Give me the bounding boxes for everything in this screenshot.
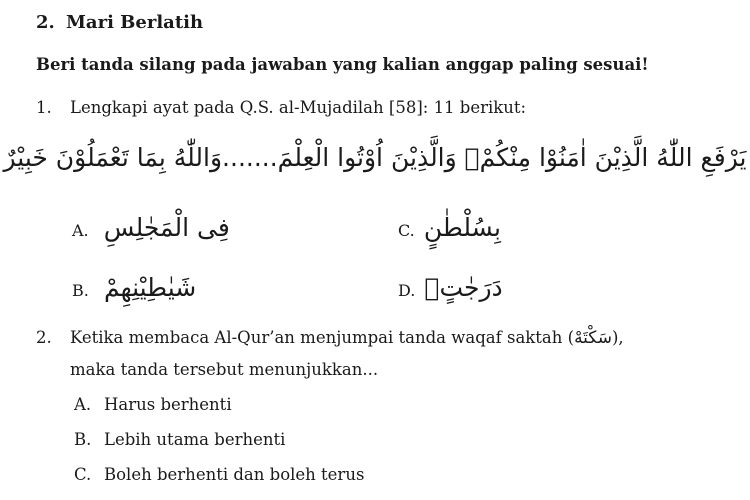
q1-option-b-arabic: شَيٰطِيْنِهِمْ — [103, 273, 197, 302]
q1-option-c-label: C. — [398, 221, 415, 240]
q1-option-d[interactable] — [398, 273, 503, 302]
q2-option-c-label: C. — [74, 465, 92, 484]
question-2-line-2: maka tanda tersebut menunjukkan... — [70, 360, 379, 379]
q2-option-b-label: B. — [74, 430, 92, 449]
question-2-text-before: Ketika membaca Al-Qur’an menjumpai tanda waqaf saktah ( — [70, 328, 575, 347]
q1-option-b-label: B. — [72, 281, 89, 300]
question-1-text: Lengkapi ayat pada Q.S. al-Mujadilah [58]: 11 berikut: — [70, 98, 527, 117]
question-1 — [36, 98, 526, 117]
q2-option-a-text: Harus berhenti — [104, 395, 232, 414]
question-2 — [36, 328, 624, 348]
question-1-number: 1. — [36, 98, 52, 117]
instruction-text: Beri tanda silang pada jawaban yang kalian anggap paling sesuai! — [36, 55, 649, 74]
q2-option-a-label: A. — [74, 395, 92, 414]
q1-option-c-arabic: بِسُلْطٰنٍ — [423, 213, 501, 242]
q1-option-b[interactable] — [72, 273, 196, 302]
q2-option-c[interactable] — [74, 465, 364, 484]
question-2-number: 2. — [36, 328, 52, 347]
ayat-text: يَرْفَعِ اللّٰهُ الَّذِيْنَ اٰمَنُوْا مِنْكُمْۙ وَالَّذِيْنَ اُوْتُوا الْعِلْمَ.......وَاللّٰهُ بِمَا تَعْمَلُوْنَ خَبِيْرٌ — [3, 143, 747, 172]
section-title: Mari Berlatih — [66, 12, 204, 33]
q1-option-a[interactable] — [72, 213, 230, 242]
q2-option-b[interactable] — [74, 430, 285, 449]
q2-option-b-text: Lebih utama berhenti — [104, 430, 286, 449]
q2-option-a[interactable] — [74, 395, 232, 414]
q2-option-c-text: Boleh berhenti dan boleh terus — [104, 465, 365, 484]
saktah-symbol: سَكْتَهْ — [574, 328, 612, 348]
q1-option-a-label: A. — [72, 221, 89, 240]
q1-option-d-label: D. — [398, 281, 416, 300]
section-heading — [36, 12, 203, 33]
section-number: 2. — [36, 12, 55, 33]
question-2-text-after: ), — [611, 328, 624, 347]
q1-option-a-arabic: فِى الْمَجٰلِسِ — [103, 213, 230, 242]
q1-option-d-arabic: دَرَجٰتٍۗ — [424, 273, 503, 302]
q1-option-c[interactable] — [398, 213, 501, 242]
